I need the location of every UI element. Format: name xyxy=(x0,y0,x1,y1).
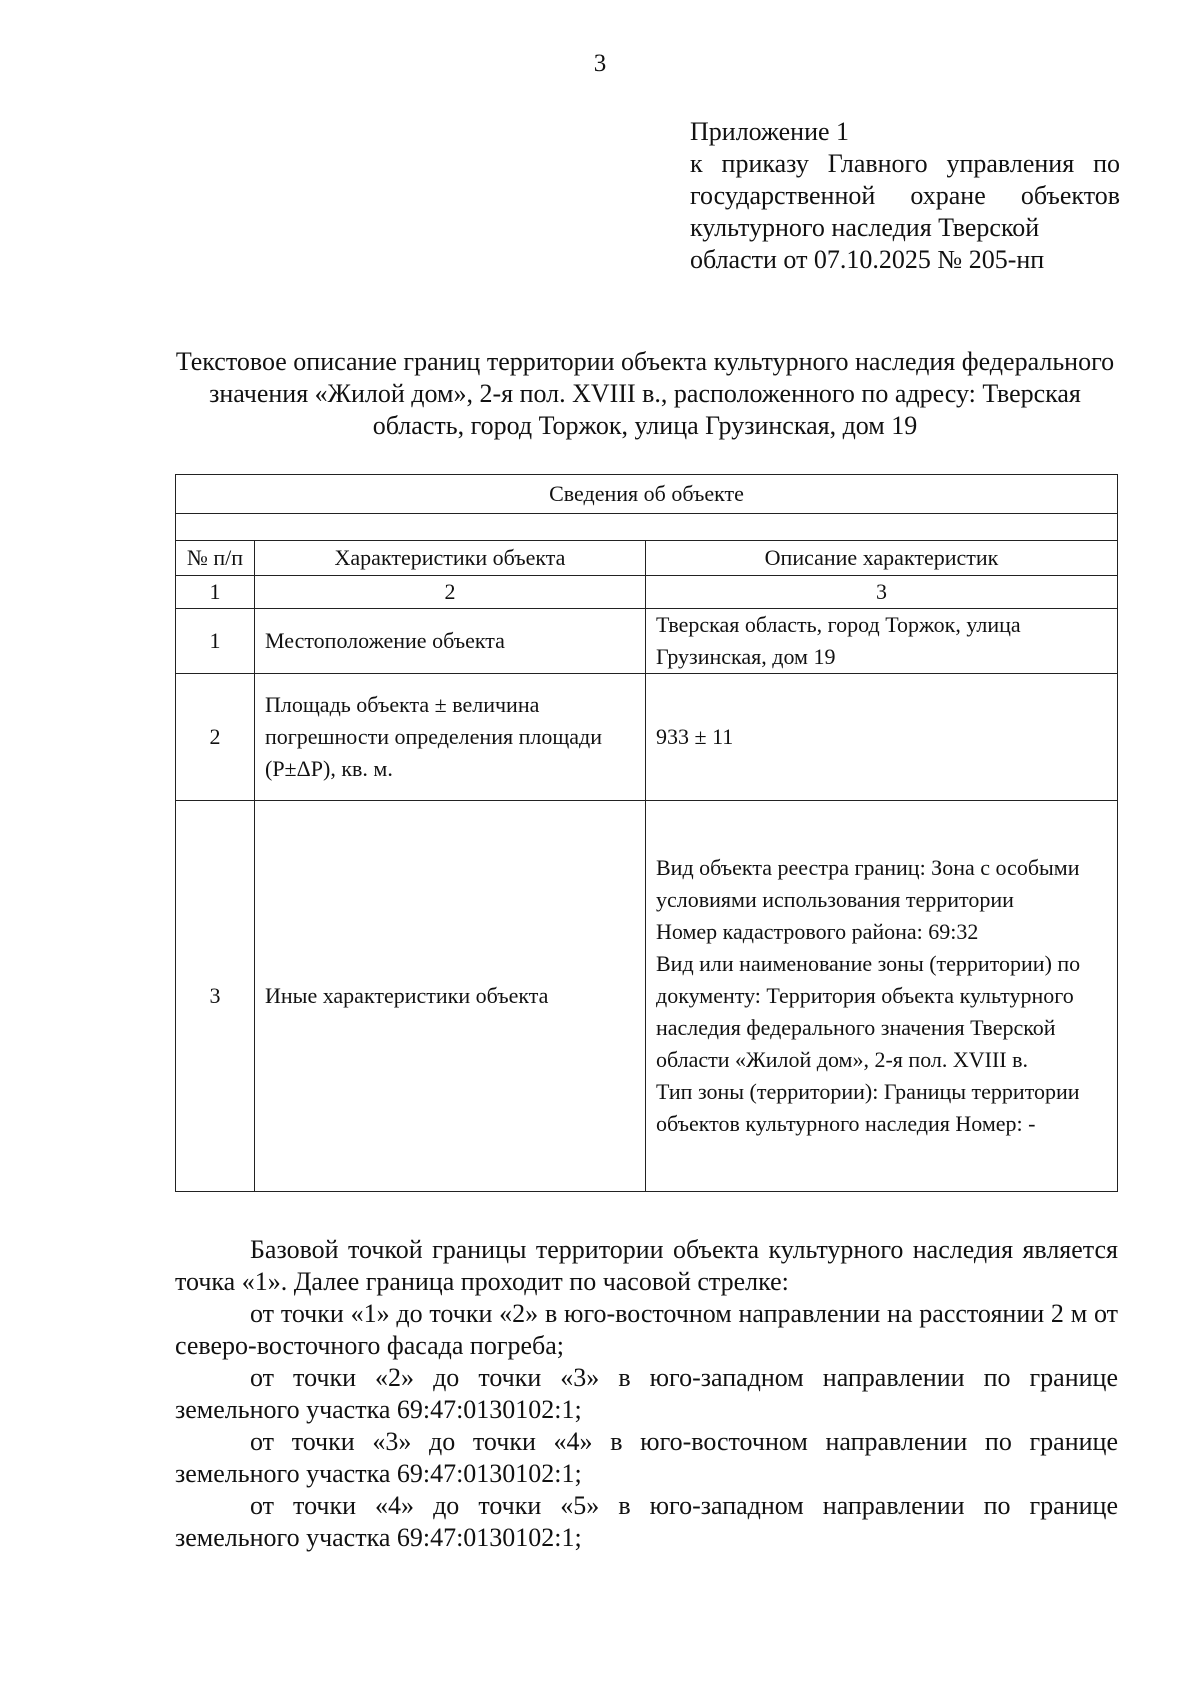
boundary-description xyxy=(175,1234,1118,1554)
description-line: Тверская область, город Торжок, улица Грузинская, дом 19 xyxy=(656,612,1021,669)
table-caption-row xyxy=(176,475,1118,514)
column-number-2: 2 xyxy=(255,576,646,609)
header-characteristics: Характеристики объекта xyxy=(255,541,646,576)
appendix-title: Приложение 1 xyxy=(690,117,850,146)
row-number: 2 xyxy=(176,674,255,801)
row-description xyxy=(646,801,1118,1192)
table-row xyxy=(176,801,1118,1192)
row-number: 1 xyxy=(176,609,255,674)
appendix-order-reference: к приказу Главного управления по государственной охране объектов культурного наследия Тверской xyxy=(690,149,1120,242)
row-characteristic xyxy=(255,674,646,801)
row-characteristic: Иные характеристики объекта xyxy=(255,801,646,1192)
characteristic-unit: (Р±ΔР), кв. м. xyxy=(265,756,393,781)
paragraph: Базовой точкой границы территории объекта культурного наследия является точка «1». Далее граница проходит по часовой стрелке: xyxy=(175,1235,1118,1296)
area-value: 933 ± 11 xyxy=(656,724,734,749)
paragraph: от точки «1» до точки «2» в юго-восточном направлении на расстоянии 2 м от северо-восточного фасада погреба; xyxy=(175,1299,1118,1360)
table-column-numbers-row xyxy=(176,576,1118,609)
description-line: Тип зоны (территории): Границы территории объектов культурного наследия Номер: - xyxy=(656,1079,1080,1136)
header-description: Описание характеристик xyxy=(646,541,1118,576)
paragraph: от точки «3» до точки «4» в юго-восточном направлении по границе земельного участка 69:47:0130102:1; xyxy=(175,1427,1118,1488)
paragraph: от точки «4» до точки «5» в юго-западном направлении по границе земельного участка 69:47:0130102:1; xyxy=(175,1491,1118,1552)
row-description xyxy=(646,609,1118,674)
table-spacer-row xyxy=(176,514,1118,541)
table-spacer-cell xyxy=(176,514,1118,541)
document-title: Текстовое описание границ территории объекта культурного наследия федерального значения «Жилой дом», 2-я пол. XVIII в., расположенного по адресу: Тверская область, город Торжок, улица Грузинская, дом 19 xyxy=(175,347,1115,440)
characteristic-line: Площадь объекта ± величина погрешности определения площади xyxy=(265,692,603,749)
description-line: Номер кадастрового района: 69:32 xyxy=(656,919,979,944)
column-number-3: 3 xyxy=(646,576,1118,609)
appendix-header xyxy=(690,116,1120,276)
row-characteristic: Местоположение объекта xyxy=(255,609,646,674)
row-number: 3 xyxy=(176,801,255,1192)
page-number: 3 xyxy=(593,50,607,77)
table-row xyxy=(176,674,1118,801)
description-line: Вид объекта реестра границ: Зона с особыми условиями использования территории xyxy=(656,855,1080,912)
table-header-row xyxy=(176,541,1118,576)
object-info-table xyxy=(175,474,1118,1192)
row-description xyxy=(646,674,1118,801)
description-line: Вид или наименование зоны (территории) по документу: Территория объекта культурного наследия федерального значения Тверской области «Жилой дом», 2-я пол. XVIII в. xyxy=(656,951,1081,1072)
header-number: № п/п xyxy=(176,541,255,576)
paragraph: от точки «2» до точки «3» в юго-западном направлении по границе земельного участка 69:47:0130102:1; xyxy=(175,1363,1118,1424)
appendix-order-date: области от 07.10.2025 № 205-нп xyxy=(690,245,1045,274)
table-caption: Сведения об объекте xyxy=(176,475,1118,514)
table-row xyxy=(176,609,1118,674)
column-number-1: 1 xyxy=(176,576,255,609)
